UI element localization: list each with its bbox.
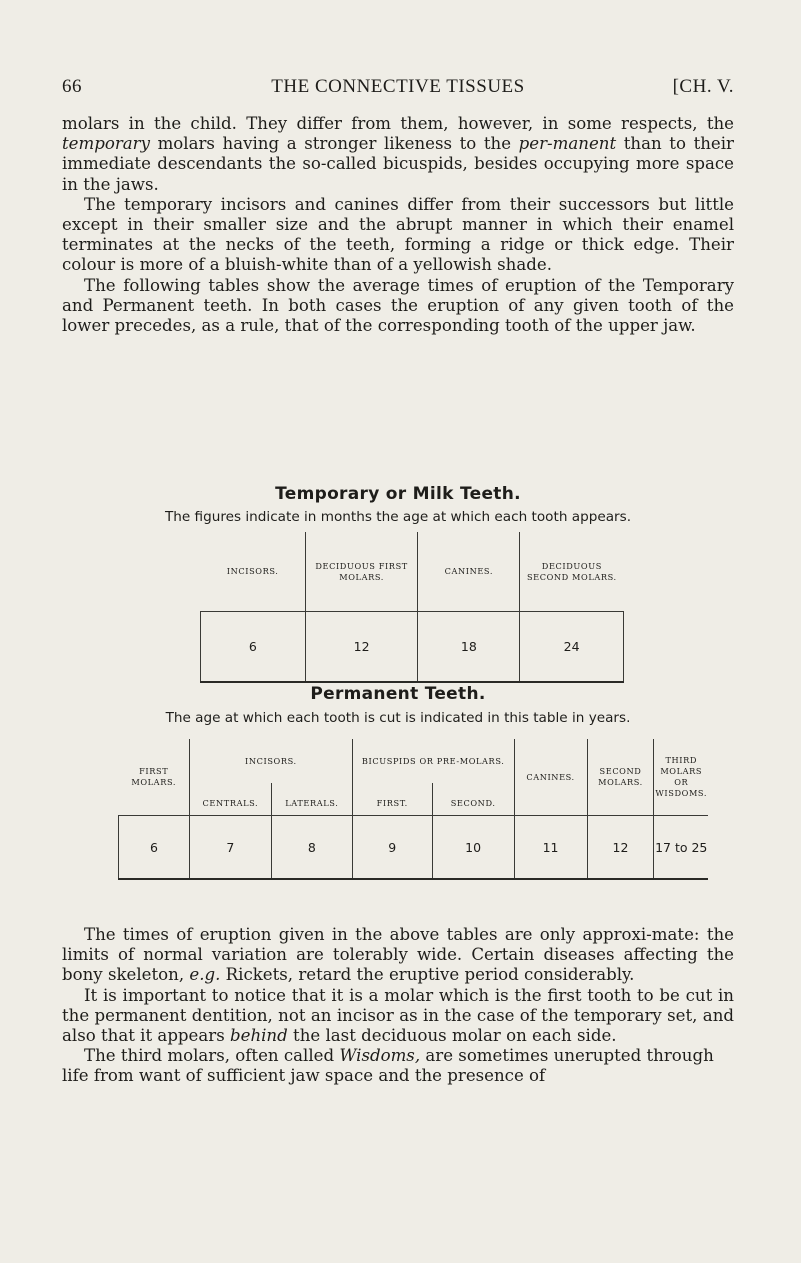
intro-text bbox=[62, 114, 734, 336]
value-canines: 18 bbox=[418, 612, 520, 683]
header-third-molars: THIRD MOLARS OR WISDOMS. bbox=[655, 755, 708, 798]
running-title: THE CONNECTIVE TISSUES bbox=[271, 76, 525, 97]
permanent-table-caption: The age at which each tooth is cut is indicated in this table in years. bbox=[165, 710, 631, 726]
paragraph-tables-intro: The following tables show the average times of eruption of the Temporary and Permanent teeth. In both cases the eruption of any given tooth of the lower precedes, as a rule, that of the corresponding tooth of the upper jaw. bbox=[62, 275, 734, 336]
header-first-bicuspid: FIRST. bbox=[352, 783, 432, 816]
paragraph-first-tooth: It is important to notice that it is a molar which is the first tooth to be cut in the permanent dentition, not an incisor as in the case of the temporary set, and also that it appears behind the last deciduous molar on each side. bbox=[62, 985, 734, 1046]
temporary-table-caption: The figures indicate in months the age at which each tooth appears. bbox=[164, 509, 632, 525]
temporary-teeth-table bbox=[200, 532, 624, 683]
emphasis-permanent: per-manent bbox=[518, 134, 617, 154]
value-laterals: 8 bbox=[271, 816, 352, 880]
header-centrals: CENTRALS. bbox=[189, 783, 271, 816]
header-laterals: LATERALS. bbox=[271, 783, 352, 816]
header-bicuspids: BICUSPIDS OR PRE-MOLARS. bbox=[352, 739, 514, 783]
paragraph-approximate: The times of eruption given in the above tables are only approxi-mate: the limits of normal variation are tolerably wide. Certain diseases affecting the bony skeleton, e.g. Rickets, retard the eruptive period considerably. bbox=[62, 925, 734, 985]
value-first-molars: 6 bbox=[119, 816, 190, 880]
header-canines: CANINES. bbox=[418, 532, 520, 612]
header-incisors: INCISORS. bbox=[245, 755, 297, 766]
value-deciduous-first-molars: 12 bbox=[305, 612, 418, 683]
emphasis-wisdoms: Wisdoms, bbox=[339, 1046, 421, 1066]
value-deciduous-second-molars: 24 bbox=[520, 612, 624, 683]
header-canines: CANINES. bbox=[514, 739, 587, 816]
header-second-bicuspid: SECOND. bbox=[450, 798, 496, 808]
value-canines: 11 bbox=[514, 816, 587, 880]
chapter-label: [CH. V. bbox=[672, 76, 734, 97]
paragraph-wisdoms: The third molars, often called Wisdoms, are sometimes unerupted through life from want of sufficient jaw space and the presence of bbox=[62, 1046, 714, 1086]
header-incisors: INCISORS. bbox=[201, 532, 306, 612]
emphasis-temporary: temporary bbox=[62, 134, 150, 154]
temporary-table-title: Temporary or Milk Teeth. bbox=[275, 484, 521, 504]
header-deciduous-second-molars: DECIDUOUS SECOND MOLARS. bbox=[526, 560, 617, 582]
header-first-molars: FIRST MOLARS. bbox=[119, 739, 190, 816]
emphasis-eg: e.g. bbox=[189, 965, 221, 985]
value-first-bicuspid: 9 bbox=[352, 816, 432, 880]
value-incisors: 6 bbox=[201, 612, 306, 683]
value-third-molars: 17 to 25 bbox=[654, 816, 708, 880]
header-second-molars: SECOND MOLARS. bbox=[587, 739, 654, 816]
header-deciduous-first-molars: DECIDUOUS FIRST MOLARS. bbox=[305, 532, 418, 612]
value-second-molars: 12 bbox=[587, 816, 654, 880]
page-number: 66 bbox=[62, 76, 82, 97]
closing-text bbox=[62, 925, 734, 1087]
value-centrals: 7 bbox=[189, 816, 271, 880]
paragraph-molars: molars in the child. They differ from them, however, in some respects, the temporary molars having a stronger likeness to the per-manent than to their immediate descendants the so-called bicuspids, besides occupying more space in the jaws. bbox=[62, 114, 734, 194]
permanent-teeth-table bbox=[118, 739, 708, 880]
value-second-bicuspid: 10 bbox=[432, 816, 514, 880]
paragraph-incisors-canines: The temporary incisors and canines differ from their successors but little except in their smaller size and the abrupt manner in which their enamel terminates at the necks of the teeth, forming a ridge or thick edge. Their colour is more of a bluish-white than of a yellowish shade. bbox=[62, 194, 734, 275]
permanent-table-title: Permanent Teeth. bbox=[310, 684, 486, 704]
emphasis-behind: behind bbox=[230, 1026, 288, 1046]
